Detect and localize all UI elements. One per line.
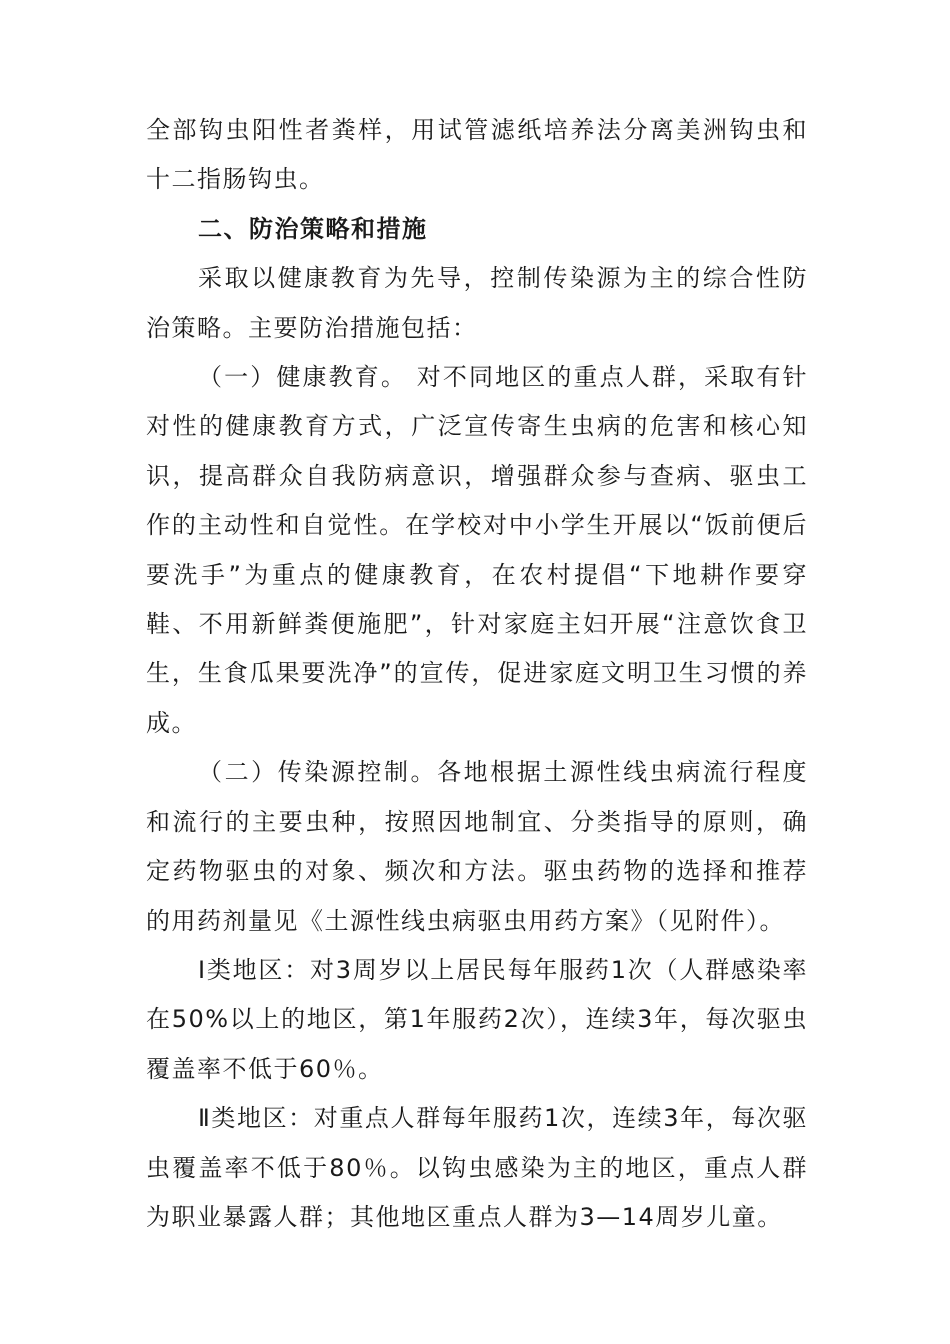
paragraph-strategy: 采取以健康教育为先导，控制传染源为主的综合性防治策略。主要防治措施包括： (146, 264, 808, 342)
document-body (146, 106, 808, 1242)
paragraph-class-2-region: Ⅱ类地区：对重点人群每年服药1次，连续3年，每次驱虫覆盖率不低于80％。以钩虫感染为主的地区，重点人群为职业暴露人群；其他地区重点人群为3—14周岁儿童。 (146, 1104, 808, 1231)
paragraph-source-control: （二）传染源控制。各地根据土源性线虫病流行程度和流行的主要虫种，按照因地制宜、分类指导的原则，确定药物驱虫的对象、频次和方法。驱虫药物的选择和推荐的用药剂量见《土源性线虫病驱虫用药方案》（见附件）。 (146, 758, 808, 935)
paragraph-health-education: （一）健康教育。 对不同地区的重点人群，采取有针对性的健康教育方式，广泛宣传寄生虫病的危害和核心知识，提高群众自我防病意识，增强群众参与查病、驱虫工作的主动性和自觉性。在学校对中小学生开展以“饭前便后要洗手”为重点的健康教育，在农村提倡“下地耕作要穿鞋、不用新鲜粪便施肥”，针对家庭主妇开展“注意饮食卫生，生食瓜果要洗净”的宣传，促进家庭文明卫生习惯的养成。 (146, 363, 808, 737)
section-heading: 二、防治策略和措施 (198, 214, 428, 243)
paragraph-class-1-region: Ⅰ类地区：对3周岁以上居民每年服药1次（人群感染率在50%以上的地区，第1年服药2次），连续3年，每次驱虫覆盖率不低于60％。 (146, 955, 808, 1083)
paragraph-continuation: 全部钩虫阳性者粪样，用试管滤纸培养法分离美洲钩虫和十二指肠钩虫。 (146, 116, 808, 194)
